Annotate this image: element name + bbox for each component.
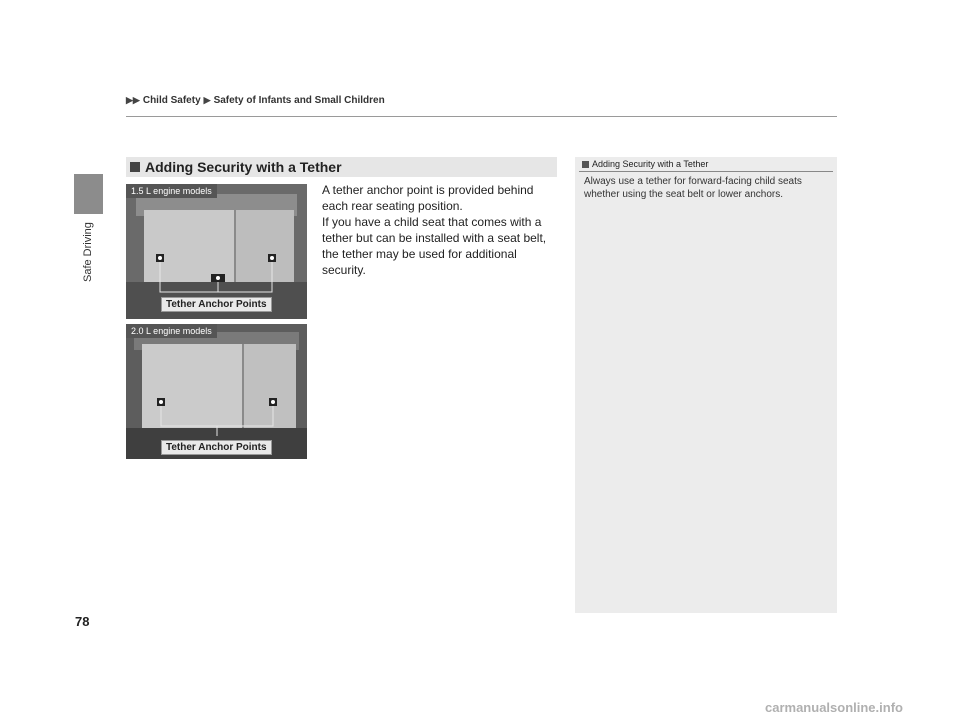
figure-1-tag: 1.5 L engine models: [126, 184, 217, 198]
page-number: 78: [75, 614, 90, 629]
note-square-icon: [582, 161, 589, 168]
sidebar-section-label: Safe Driving: [82, 222, 94, 282]
double-arrow-icon: ▶▶: [126, 95, 140, 105]
note-title-text: Adding Security with a Tether: [592, 159, 709, 169]
figure-2-callout: Tether Anchor Points: [161, 440, 272, 455]
square-bullet-icon: [130, 162, 140, 172]
note-panel: [575, 157, 837, 613]
note-title: [582, 159, 708, 169]
figure-1-photo: [126, 184, 307, 319]
header-divider: [126, 116, 837, 117]
figure-2-photo: [126, 324, 307, 459]
figure-1-callout: Tether Anchor Points: [161, 297, 272, 312]
cargo-area-illustration-2: [126, 324, 307, 459]
note-text: Always use a tether for forward-facing child seats whether using the seat belt or lower anchors.: [584, 176, 802, 200]
sidebar-tab: [74, 174, 103, 214]
figure-2-tag: 2.0 L engine models: [126, 324, 217, 338]
section-header: [126, 157, 557, 177]
footer-watermark: carmanualsonline.info: [765, 700, 903, 715]
body-paragraph-2: If you have a child seat that comes with a tether but can be installed with a seat belt, the tether may be used for additional security.: [322, 215, 547, 277]
arrow-icon: ▶: [203, 95, 211, 105]
body-text: [322, 182, 562, 278]
section-title: Adding Security with a Tether: [145, 159, 342, 175]
breadcrumb-level1[interactable]: Child Safety: [142, 95, 201, 106]
note-divider: [579, 171, 833, 172]
breadcrumb: [126, 95, 385, 106]
body-paragraph-1: A tether anchor point is provided behind each rear seating position.: [322, 183, 534, 213]
breadcrumb-level2[interactable]: Safety of Infants and Small Children: [213, 95, 385, 106]
